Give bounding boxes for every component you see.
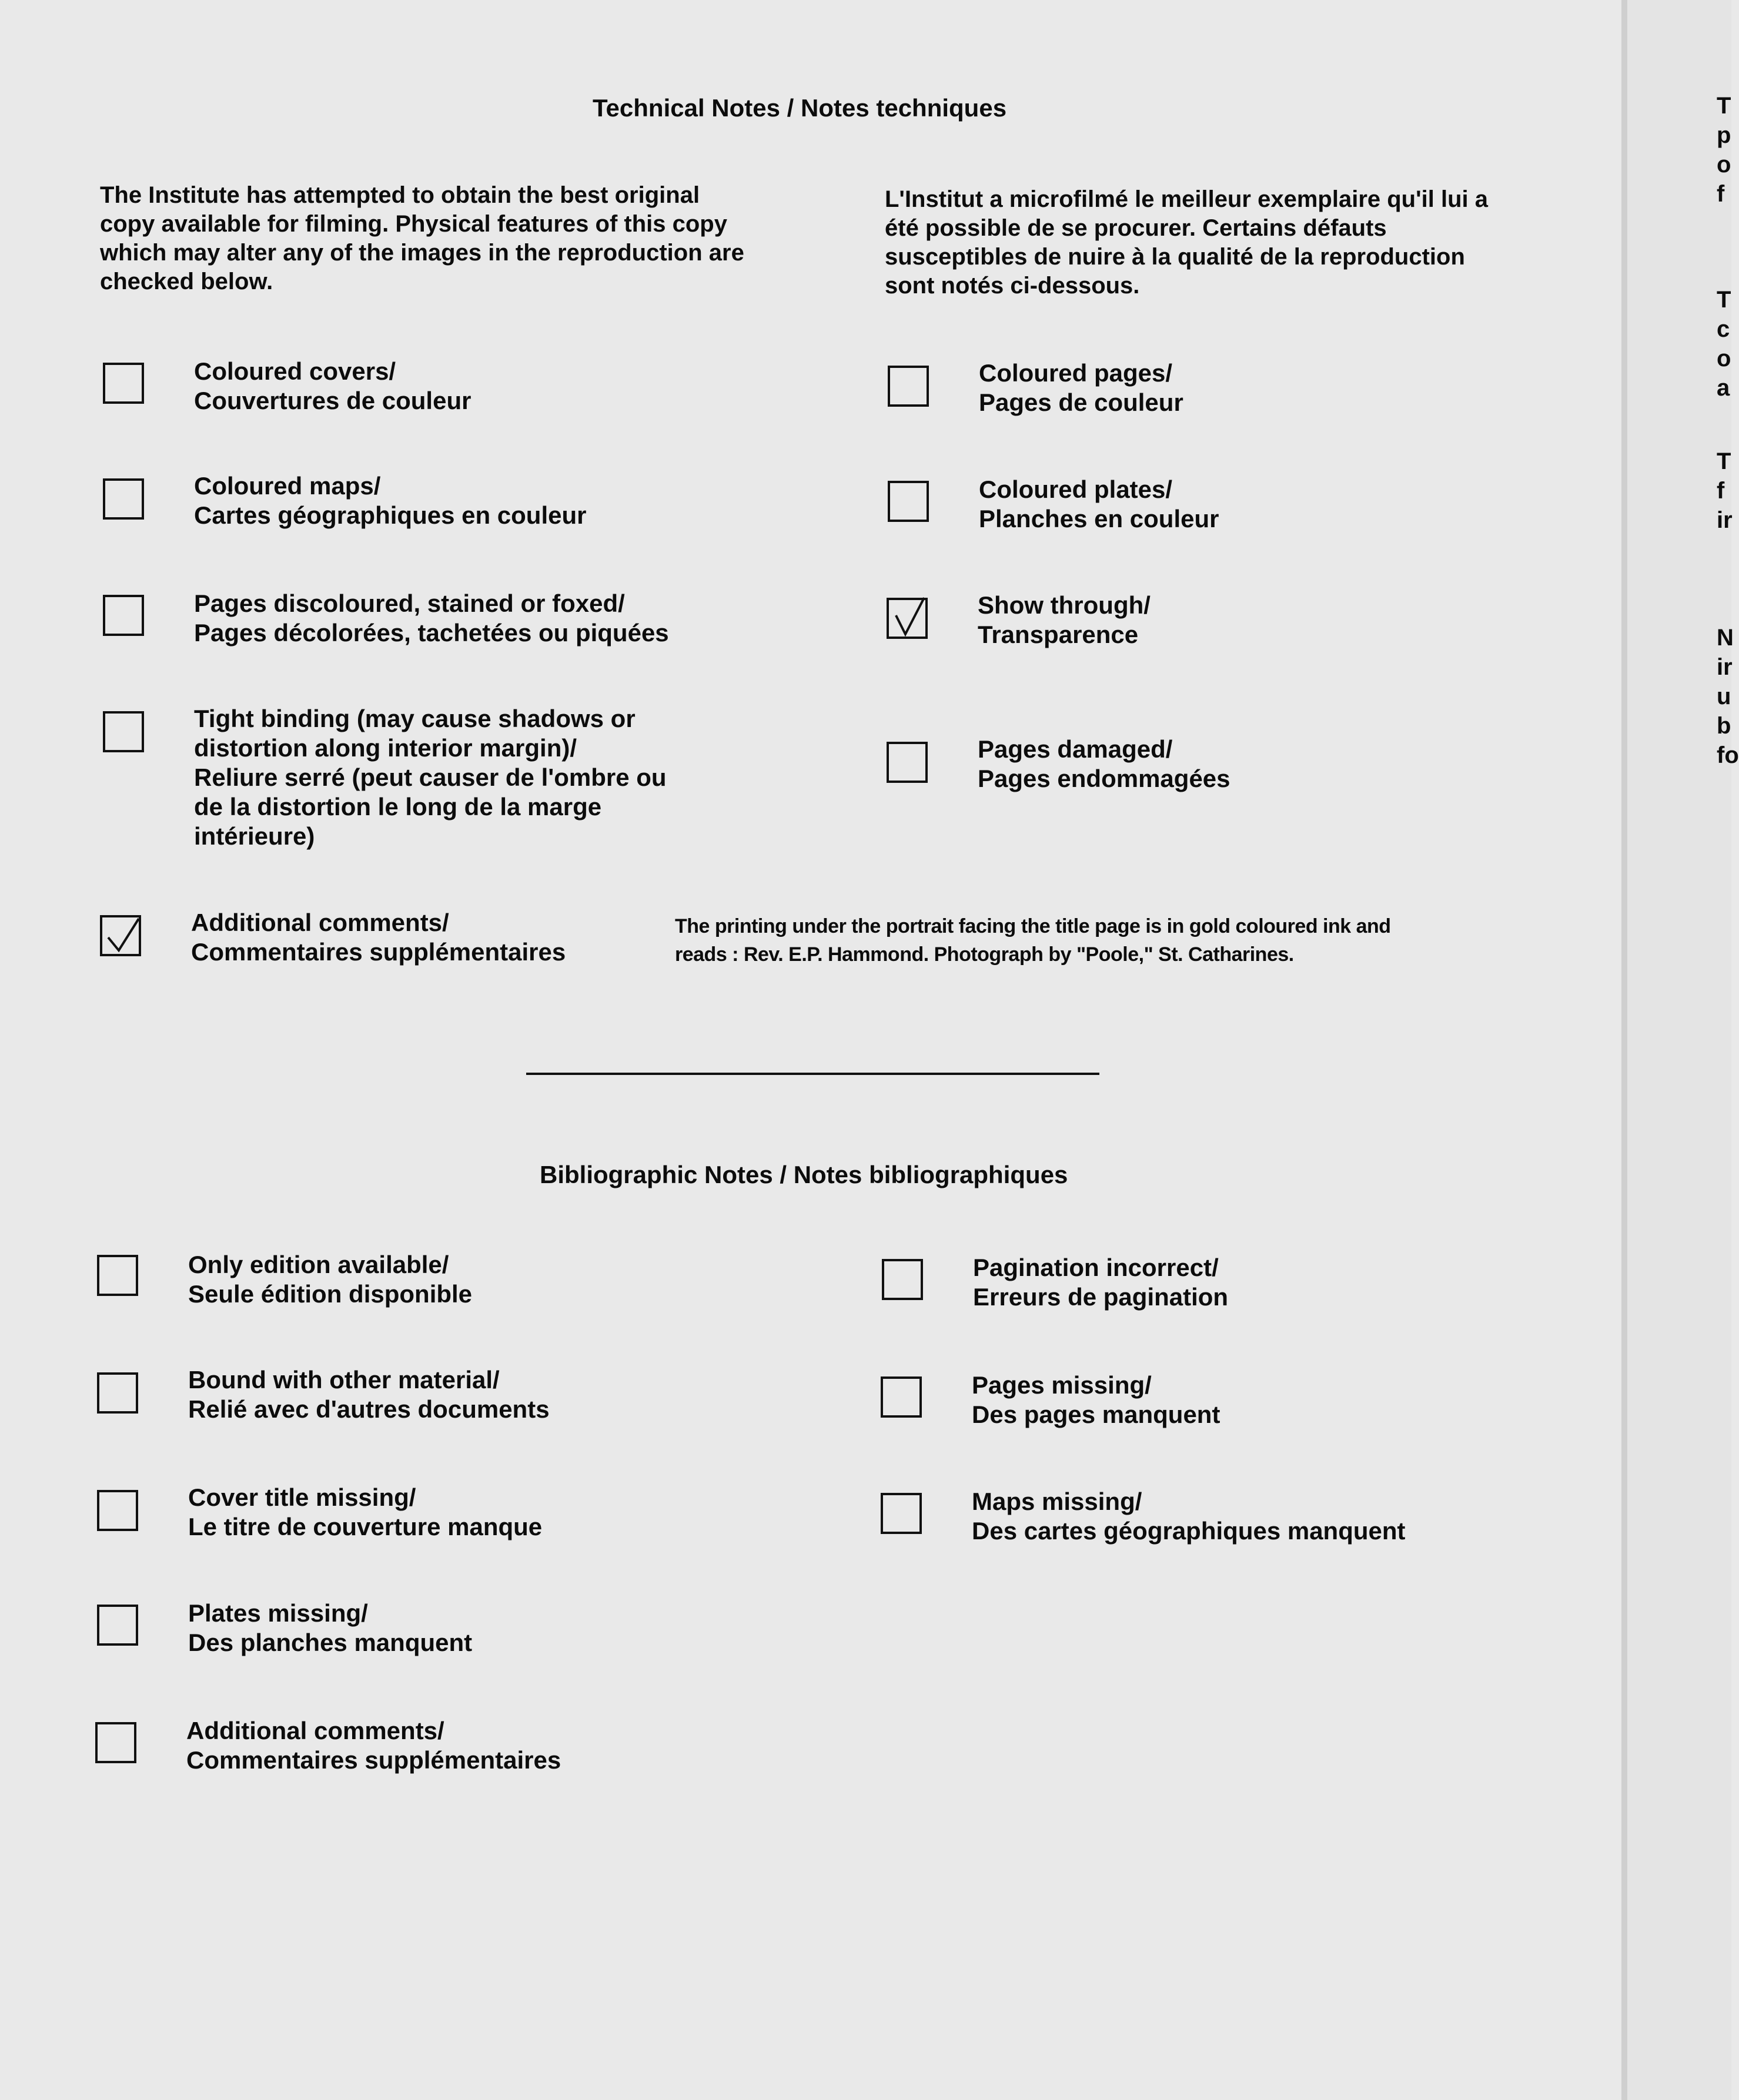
fragment-line: c — [1717, 316, 1730, 342]
item-label-en: Plates missing/ — [188, 1599, 368, 1627]
checkbox[interactable] — [103, 478, 144, 520]
checkbox[interactable] — [97, 1490, 138, 1531]
fragment-line: o — [1717, 346, 1731, 371]
item-label-fr: Couvertures de couleur — [194, 387, 471, 414]
item-label-fr: Relié avec d'autres documents — [188, 1395, 550, 1423]
item-label-fr: Le titre de couverture manque — [188, 1513, 543, 1540]
intro-french: L'Institut a microfilmé le meilleur exemplaire qu'il lui a été possible de se procurer. Certains défauts susceptibles de nuire à la qualité de la reproduction sont notés ci-dessous. — [885, 186, 1488, 299]
adjacent-page-text-fragment — [1717, 91, 1731, 209]
checkbox[interactable] — [97, 1372, 138, 1414]
item-label-fr: Pages décolorées, tachetées ou piquées — [194, 619, 669, 647]
fragment-line: u — [1717, 684, 1731, 709]
item-label-fr: Des pages manquent — [972, 1401, 1220, 1428]
item-label-en: Pages discoloured, stained or foxed/ — [194, 590, 625, 617]
checkbox[interactable] — [888, 481, 929, 522]
item-label-fr: Des planches manquent — [188, 1629, 473, 1656]
adjacent-page-text-fragment — [1717, 285, 1731, 403]
comment-line: reads : Rev. E.P. Hammond. Photograph by "Poole," St. Catharines. — [675, 943, 1294, 966]
checkbox[interactable] — [97, 1255, 138, 1296]
item-label-fr: Commentaires supplémentaires — [186, 1746, 561, 1774]
checkbox[interactable] — [103, 595, 144, 636]
item-label-en: Coloured pages/ — [979, 359, 1173, 387]
fragment-line: ir — [1717, 654, 1733, 680]
item-label-fr: Pages de couleur — [979, 388, 1183, 416]
additional-comments-text — [675, 912, 1391, 969]
item-label-fr: Pages endommagées — [978, 765, 1230, 792]
checkmark-icon — [892, 598, 928, 639]
item-label-en: Coloured covers/ — [194, 357, 396, 385]
checkbox[interactable] — [887, 598, 928, 639]
fragment-line: N — [1717, 625, 1734, 651]
adjacent-page-text-fragment — [1717, 623, 1739, 770]
checkbox[interactable] — [888, 366, 929, 407]
checkbox[interactable] — [97, 1605, 138, 1646]
item-label-fr: Commentaires supplémentaires — [191, 938, 566, 966]
item-label-line: Reliure serré (peut causer de l'ombre ou — [194, 763, 667, 791]
adjacent-page-text-fragment — [1717, 447, 1733, 535]
item-label-fr: Erreurs de pagination — [973, 1283, 1229, 1311]
item-label-en: Cover title missing/ — [188, 1483, 416, 1511]
item-label-line: de la distortion le long de la marge — [194, 793, 602, 820]
fragment-line: a — [1717, 375, 1730, 401]
item-label-en: Coloured maps/ — [194, 472, 381, 500]
fragment-line: T — [1717, 93, 1731, 119]
checkbox[interactable] — [887, 742, 928, 783]
item-label-fr: Transparence — [978, 621, 1139, 648]
item-label-fr: Planches en couleur — [979, 505, 1219, 532]
adjacent-page-edge — [1627, 0, 1731, 2100]
checkbox[interactable] — [881, 1493, 922, 1534]
fragment-line: fo — [1717, 742, 1739, 768]
fragment-line: o — [1717, 152, 1731, 177]
fragment-line: f — [1717, 181, 1725, 207]
item-label-fr: Seule édition disponible — [188, 1280, 473, 1308]
checkbox[interactable] — [100, 915, 141, 956]
item-label-en: Pagination incorrect/ — [973, 1254, 1219, 1281]
item-label-en: Additional comments/ — [191, 909, 449, 936]
item-label-en: Bound with other material/ — [188, 1366, 500, 1394]
intro-english: The Institute has attempted to obtain the best original copy available for filming. Physical features of this copy which may alter any of the images in the reproduction are checked below. — [100, 182, 744, 294]
fragment-line: T — [1717, 287, 1731, 313]
checkbox[interactable] — [881, 1376, 922, 1418]
technical-notes-heading: Technical Notes / Notes techniques — [593, 94, 1007, 122]
fragment-line: ir — [1717, 507, 1733, 533]
item-label-en: Show through/ — [978, 591, 1151, 619]
item-label-en: Additional comments/ — [186, 1717, 444, 1744]
item-label-en: Pages damaged/ — [978, 735, 1173, 763]
checkbox[interactable] — [103, 711, 144, 752]
item-label-line: Tight binding (may cause shadows or — [194, 705, 636, 732]
item-label-en: Pages missing/ — [972, 1371, 1152, 1399]
item-label-line: distortion along interior margin)/ — [194, 734, 577, 762]
section-divider — [526, 1073, 1099, 1075]
checkbox[interactable] — [882, 1259, 923, 1300]
item-label-en: Coloured plates/ — [979, 475, 1173, 503]
comment-line: The printing under the portrait facing the title page is in gold coloured ink and — [675, 915, 1391, 937]
item-label-fr: Cartes géographiques en couleur — [194, 501, 587, 529]
fragment-line: f — [1717, 478, 1725, 504]
item-label-en: Maps missing/ — [972, 1488, 1142, 1515]
checkbox[interactable] — [103, 363, 144, 404]
item-label-en: Only edition available/ — [188, 1251, 449, 1278]
item-label-line: intérieure) — [194, 822, 315, 850]
fragment-line: T — [1717, 448, 1731, 474]
checkmark-icon — [106, 915, 141, 956]
item-label-fr: Des cartes géographiques manquent — [972, 1517, 1406, 1545]
checkbox[interactable] — [95, 1722, 136, 1763]
page-fold-shadow — [1621, 0, 1627, 2100]
bibliographic-notes-heading: Bibliographic Notes / Notes bibliographiques — [540, 1161, 1068, 1188]
fragment-line: p — [1717, 122, 1731, 148]
fragment-line: b — [1717, 713, 1731, 739]
